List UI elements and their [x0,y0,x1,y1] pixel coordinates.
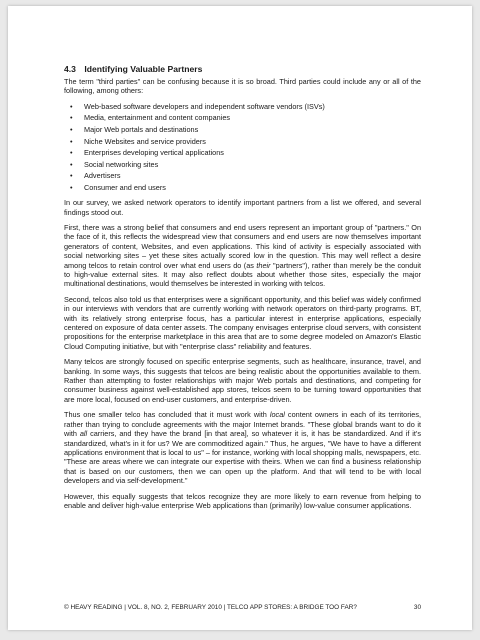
bullet-icon: • [70,125,73,134]
page-body [64,64,421,516]
list-item: • Web-based software developers and independent software vendors (ISVs) [70,101,325,111]
bullet-icon: • [70,159,73,169]
section-heading [64,64,421,75]
list-item: • Advertisers [70,171,121,181]
bullet-icon: • [70,148,73,158]
section-number: 4.3 [64,64,76,74]
bullet-icon: • [70,136,73,146]
second-finding-paragraph: Second, telcos also told us that enterprises were a significant opportunity, and this belief was widely confirmed in our interviews with vendors that are currently working with network operators on third-party programs. BT, with its relatively strong enterprise focus, has a particular interest in enterprise applications, especially centered on exposure of data center assets. The company envisages enterprise cloud servers, with consistent propositions for the enterprise marketplace in this area that are to some degree modeled on Amazon's Elastic Cloud Computing initiative, but with "enterprise class" reliability and features. [64,294,421,351]
section-title: Identifying Valuable Partners [84,64,203,74]
list-item: • Major Web portals and destinations [70,125,199,134]
list-item: • Niche Websites and service providers [70,136,206,146]
enterprise-segments-paragraph: Many telcos are strongly focused on specific enterprise segments, such as healthcare, insurance, travel, and banking. In some ways, this suggests that telcos are being realistic about the opportunities available to them. Rather than attempting to foster relationships with major Web portals and destinations, and competing for consumer business against well-established app stores, telcos seem to be turning toward opportunities that are more local, focused on end-user customers, and enterprise-driven. [64,357,421,404]
page-number: 30 [413,604,421,611]
list-item: • Media, entertainment and content companies [70,113,231,123]
third-party-list [64,102,421,192]
intro-paragraph: The term "third parties" can be confusing because it is so broad. Third parties could include any or all of the following, among others: [64,77,421,96]
page-footer [64,604,421,612]
bullet-icon: • [70,171,73,181]
bullet-icon: • [70,113,73,123]
survey-paragraph: In our survey, we asked network operators to identify important partners from a list we offered, and several findings stood out. [64,198,421,217]
bullet-icon: • [70,101,73,111]
list-item: • Consumer and end users [70,182,166,192]
local-telco-paragraph: Thus one smaller telco has concluded that it must work with local content owners in each of its territories, rather than trying to conclude agreements with the major Internet brands. "These global brands want to do it with all carriers, and they have the brand [in that area], so whatever it is, it has be standardized. And if it's standardized, what's in it for us? We are commoditized again." Thus, he argues, "We have to have a different applications environment that is local to us" – for instance, working with local shopping malls, newspapers, etc. "These are areas where we can integrate our expertise with theirs. When we can find a business relationship that is based on our customers, then we can open up the platform. And that will tend to be with local developers and via self-development." [64,410,421,486]
first-finding-paragraph: First, there was a strong belief that consumers and end users represent an important group of "partners." On the face of it, this reflects the widespread view that consumers and end users are now themselves important generators of content, Websites, and even applications. This kind of activity is especially associated with social networking sites – yet these sites actually scored low in the question. This may well reflect a desire among telcos to retain control over what end users do (as their "partners"), rather than merely be the conduit to high-value external sites. It may also reflect doubts about whether those sites, especially the major multinational destinations, would themselves be interested in working with telcos. [64,222,422,289]
footer-text: © HEAVY READING | VOL. 8, NO. 2, FEBRUARY 2010 | TELCO APP STORES: A BRIDGE TOO FAR? [64,604,357,611]
conclusion-paragraph: However, this equally suggests that telcos recognize they are more likely to earn revenue from helping to enable and deliver high-value enterprise Web applications than (primarily) low-value consumer applications. [64,491,421,510]
bullet-icon: • [70,182,73,192]
document-page [8,6,472,630]
list-item: • Social networking sites [70,159,159,169]
list-item: • Enterprises developing vertical applications [70,148,224,158]
